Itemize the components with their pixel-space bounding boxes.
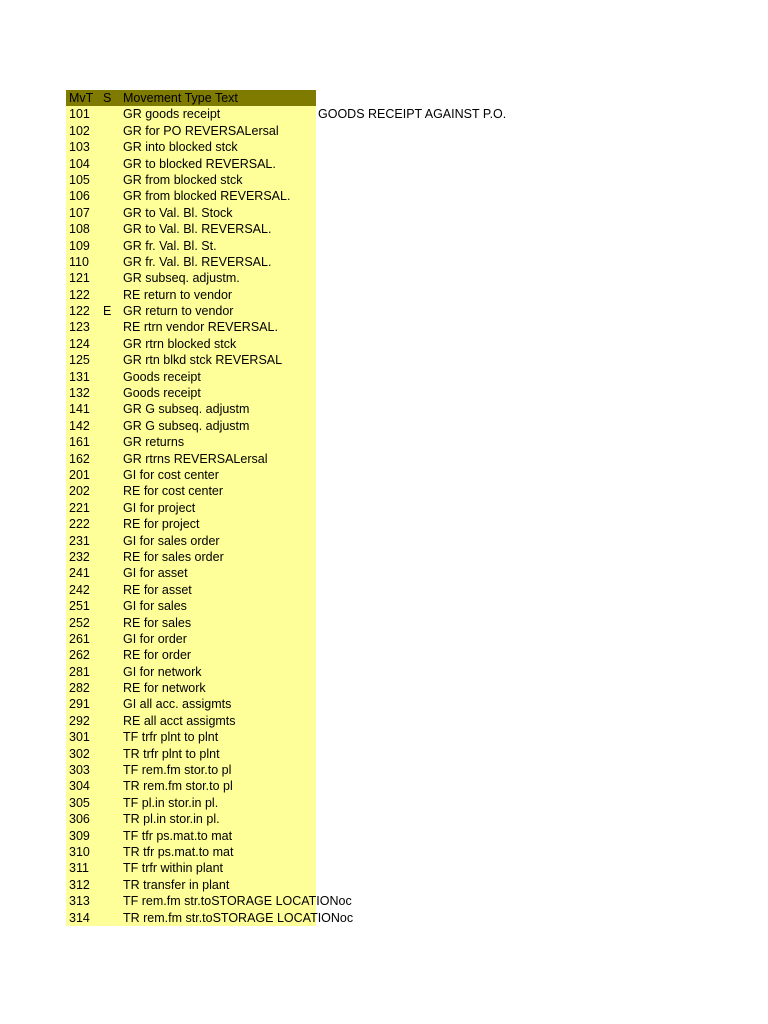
table-row — [66, 483, 316, 499]
table-row — [66, 664, 316, 680]
cell-mvt: 123 — [66, 319, 100, 335]
cell-s: E — [100, 303, 120, 319]
cell-mvt: 303 — [66, 762, 100, 778]
cell-s — [100, 156, 120, 172]
cell-s — [100, 533, 120, 549]
cell-movement-type-text — [120, 565, 316, 581]
cell-movement-type-text — [120, 221, 316, 237]
cell-text-label: GR G subseq. adjustm — [123, 402, 250, 417]
cell-s — [100, 762, 120, 778]
cell-text-label: GR to blocked REVERSAL. — [123, 156, 276, 171]
table-row — [66, 647, 316, 663]
table-row — [66, 860, 316, 876]
cell-text-label: RE for project — [123, 517, 200, 532]
cell-movement-type-text — [120, 287, 316, 303]
cell-s — [100, 696, 120, 712]
cell-s — [100, 336, 120, 352]
cell-mvt: 292 — [66, 713, 100, 729]
cell-movement-type-text — [120, 647, 316, 663]
cell-s — [100, 270, 120, 286]
cell-s — [100, 500, 120, 516]
cell-text-label: TF trfr plnt to plnt — [123, 730, 219, 745]
table-row — [66, 631, 316, 647]
cell-text-label: GR rtn blkd stck REVERSAL — [123, 353, 283, 368]
cell-s — [100, 795, 120, 811]
cell-s — [100, 434, 120, 450]
cell-s — [100, 287, 120, 303]
table-row — [66, 287, 316, 303]
cell-movement-type-text — [120, 664, 316, 680]
cell-mvt: 242 — [66, 582, 100, 598]
cell-s — [100, 369, 120, 385]
cell-s — [100, 238, 120, 254]
cell-movement-type-text — [120, 483, 316, 499]
table-row — [66, 910, 354, 926]
cell-mvt: 282 — [66, 680, 100, 696]
cell-text-label: GI for sales order — [123, 533, 220, 548]
cell-s — [100, 598, 120, 614]
cell-text-label: RE for sales — [123, 615, 192, 630]
cell-mvt: 162 — [66, 451, 100, 467]
cell-text-label: TR rem.fm str.toSTORAGE LOCATIONoc — [123, 910, 354, 925]
cell-movement-type-text — [120, 762, 316, 778]
table-row — [66, 893, 352, 909]
cell-text-label: RE for asset — [123, 582, 192, 597]
cell-text-label: GI for sales — [123, 599, 187, 614]
cell-s — [100, 352, 120, 368]
cell-mvt: 232 — [66, 549, 100, 565]
table-row — [66, 795, 316, 811]
cell-text-label: TF pl.in stor.in pl. — [123, 795, 219, 810]
cell-s — [100, 746, 120, 762]
header-mvt: MvT — [66, 90, 100, 106]
cell-movement-type-text — [120, 123, 316, 139]
cell-text-label: RE for order — [123, 648, 192, 663]
cell-movement-type-text — [120, 451, 316, 467]
cell-mvt: 101 — [66, 106, 100, 122]
cell-s — [100, 664, 120, 680]
cell-movement-type-text — [120, 139, 316, 155]
cell-mvt: 301 — [66, 729, 100, 745]
cell-movement-type-text — [120, 156, 316, 172]
cell-s — [100, 729, 120, 745]
cell-text-label: GI for order — [123, 631, 187, 646]
cell-s — [100, 467, 120, 483]
cell-mvt: 231 — [66, 533, 100, 549]
cell-s — [100, 319, 120, 335]
cell-mvt: 108 — [66, 221, 100, 237]
cell-mvt: 281 — [66, 664, 100, 680]
cell-movement-type-text — [120, 254, 316, 270]
table-row — [66, 238, 316, 254]
table-row — [66, 828, 316, 844]
cell-text-label: GI for project — [123, 500, 196, 515]
cell-mvt: 122 — [66, 303, 100, 319]
cell-mvt: 142 — [66, 418, 100, 434]
table-row — [66, 418, 316, 434]
cell-s — [100, 516, 120, 532]
cell-mvt: 125 — [66, 352, 100, 368]
table-row — [66, 467, 316, 483]
cell-mvt: 202 — [66, 483, 100, 499]
cell-mvt: 306 — [66, 811, 100, 827]
cell-movement-type-text — [120, 385, 316, 401]
cell-mvt: 302 — [66, 746, 100, 762]
table-row — [66, 729, 316, 745]
cell-movement-type-text — [120, 811, 316, 827]
cell-text-label: RE all acct assigmts — [123, 713, 236, 728]
cell-mvt: 311 — [66, 860, 100, 876]
table-row — [66, 549, 316, 565]
note-goods-receipt: GOODS RECEIPT AGAINST P.O. — [318, 107, 507, 122]
cell-text-label: GR to Val. Bl. Stock — [123, 205, 233, 220]
cell-text-label: GI for network — [123, 664, 202, 679]
cell-movement-type-text — [120, 696, 316, 712]
cell-text-label: TR rem.fm stor.to pl — [123, 779, 233, 794]
cell-movement-type-text — [120, 549, 316, 565]
table-row — [66, 205, 316, 221]
cell-mvt: 222 — [66, 516, 100, 532]
table-row — [66, 582, 316, 598]
cell-text-label: RE return to vendor — [123, 287, 233, 302]
cell-s — [100, 139, 120, 155]
table-row — [66, 877, 316, 893]
table-row — [66, 123, 316, 139]
cell-movement-type-text — [120, 205, 316, 221]
cell-s — [100, 123, 120, 139]
cell-mvt: 241 — [66, 565, 100, 581]
cell-movement-type-text — [120, 106, 316, 122]
cell-mvt: 161 — [66, 434, 100, 450]
cell-text-label: RE for sales order — [123, 549, 224, 564]
cell-movement-type-text — [120, 729, 316, 745]
cell-movement-type-text — [120, 893, 352, 909]
cell-movement-type-text — [120, 238, 316, 254]
cell-s — [100, 860, 120, 876]
movement-type-table — [66, 90, 354, 926]
cell-s — [100, 385, 120, 401]
cell-mvt: 121 — [66, 270, 100, 286]
cell-text-label: GR G subseq. adjustm — [123, 418, 250, 433]
cell-s — [100, 910, 120, 926]
table-row — [66, 369, 316, 385]
cell-mvt: 314 — [66, 910, 100, 926]
cell-movement-type-text — [120, 418, 316, 434]
cell-text-label: GR to Val. Bl. REVERSAL. — [123, 222, 272, 237]
table-row — [66, 500, 316, 516]
cell-text-label: RE for network — [123, 681, 206, 696]
cell-text-label: Goods receipt — [123, 386, 201, 401]
cell-text-label: GR into blocked stck — [123, 140, 238, 155]
cell-s — [100, 106, 120, 122]
cell-mvt: 110 — [66, 254, 100, 270]
cell-movement-type-text — [120, 401, 316, 417]
table-row — [66, 844, 316, 860]
table-row — [66, 319, 316, 335]
table-row — [66, 221, 316, 237]
cell-text-label: TF rem.fm str.toSTORAGE LOCATIONoc — [123, 894, 352, 909]
cell-text-label: TF rem.fm stor.to pl — [123, 763, 232, 778]
table-row — [66, 811, 316, 827]
table-row — [66, 139, 316, 155]
cell-movement-type-text — [120, 860, 316, 876]
table-row — [66, 156, 316, 172]
cell-s — [100, 254, 120, 270]
cell-movement-type-text — [120, 270, 316, 286]
table-row — [66, 401, 316, 417]
table-header-row — [66, 90, 316, 106]
table-row — [66, 188, 316, 204]
cell-mvt: 291 — [66, 696, 100, 712]
cell-movement-type-text — [120, 795, 316, 811]
cell-mvt: 124 — [66, 336, 100, 352]
cell-s — [100, 811, 120, 827]
cell-mvt: 109 — [66, 238, 100, 254]
header-movement-type-text: Movement Type Text — [120, 90, 316, 106]
cell-s — [100, 172, 120, 188]
cell-s — [100, 582, 120, 598]
cell-s — [100, 401, 120, 417]
cell-movement-type-text — [120, 778, 316, 794]
cell-text-label: GR returns — [123, 435, 185, 450]
cell-text-label: GI for asset — [123, 566, 188, 581]
cell-movement-type-text — [120, 713, 316, 729]
cell-mvt: 104 — [66, 156, 100, 172]
cell-movement-type-text — [120, 844, 316, 860]
cell-text-label: GI all acc. assigmts — [123, 697, 232, 712]
cell-mvt: 122 — [66, 287, 100, 303]
table-row — [66, 598, 316, 614]
cell-s — [100, 549, 120, 565]
cell-movement-type-text — [120, 336, 316, 352]
cell-s — [100, 615, 120, 631]
cell-movement-type-text — [120, 352, 316, 368]
cell-movement-type-text — [120, 500, 316, 516]
table-row — [66, 746, 316, 762]
cell-movement-type-text — [120, 467, 316, 483]
cell-text-label: GR subseq. adjustm. — [123, 271, 240, 286]
table-row — [66, 713, 316, 729]
cell-movement-type-text — [120, 877, 316, 893]
cell-text-label: GR rtrn blocked stck — [123, 336, 237, 351]
cell-text-label: GR return to vendor — [123, 304, 234, 319]
table-row — [66, 303, 316, 319]
cell-mvt: 201 — [66, 467, 100, 483]
table-row — [66, 434, 316, 450]
cell-movement-type-text — [120, 680, 316, 696]
cell-text-label: GR fr. Val. Bl. St. — [123, 238, 217, 253]
cell-s — [100, 778, 120, 794]
cell-movement-type-text — [120, 615, 316, 631]
cell-movement-type-text — [120, 582, 316, 598]
cell-text-label: TF trfr within plant — [123, 861, 224, 876]
cell-text-label: TR tfr ps.mat.to mat — [123, 844, 234, 859]
cell-mvt: 107 — [66, 205, 100, 221]
cell-mvt: 309 — [66, 828, 100, 844]
cell-text-label: GR from blocked REVERSAL. — [123, 189, 291, 204]
cell-s — [100, 893, 120, 909]
cell-movement-type-text — [120, 369, 316, 385]
cell-text-label: TF tfr ps.mat.to mat — [123, 828, 233, 843]
cell-s — [100, 221, 120, 237]
cell-s — [100, 565, 120, 581]
cell-mvt: 305 — [66, 795, 100, 811]
table-row — [66, 680, 316, 696]
cell-s — [100, 844, 120, 860]
cell-text-label: RE for cost center — [123, 484, 224, 499]
cell-mvt: 132 — [66, 385, 100, 401]
cell-text-label: GR fr. Val. Bl. REVERSAL. — [123, 254, 272, 269]
cell-mvt: 221 — [66, 500, 100, 516]
table-row — [66, 696, 316, 712]
cell-s — [100, 631, 120, 647]
cell-mvt: 251 — [66, 598, 100, 614]
cell-movement-type-text — [120, 303, 316, 319]
cell-mvt: 310 — [66, 844, 100, 860]
cell-s — [100, 828, 120, 844]
cell-movement-type-text — [120, 434, 316, 450]
cell-s — [100, 713, 120, 729]
cell-movement-type-text — [120, 188, 316, 204]
cell-s — [100, 877, 120, 893]
cell-movement-type-text — [120, 516, 316, 532]
cell-s — [100, 483, 120, 499]
cell-mvt: 103 — [66, 139, 100, 155]
cell-s — [100, 680, 120, 696]
cell-text-label: GI for cost center — [123, 467, 219, 482]
cell-mvt: 304 — [66, 778, 100, 794]
table-row — [66, 762, 316, 778]
cell-movement-type-text — [120, 172, 316, 188]
table-row — [66, 106, 316, 122]
cell-text-label: GR for PO REVERSALersal — [123, 123, 279, 138]
table-row — [66, 533, 316, 549]
cell-mvt: 313 — [66, 893, 100, 909]
cell-text-label: GR goods receipt — [123, 107, 221, 122]
cell-movement-type-text — [120, 598, 316, 614]
cell-mvt: 106 — [66, 188, 100, 204]
cell-movement-type-text — [120, 910, 354, 926]
table-row — [66, 615, 316, 631]
table-row — [66, 778, 316, 794]
table-row — [66, 172, 316, 188]
cell-mvt: 131 — [66, 369, 100, 385]
cell-movement-type-text — [120, 746, 316, 762]
cell-s — [100, 205, 120, 221]
cell-movement-type-text — [120, 319, 316, 335]
table-row — [66, 254, 316, 270]
cell-movement-type-text — [120, 631, 316, 647]
cell-movement-type-text — [120, 533, 316, 549]
table-row — [66, 336, 316, 352]
cell-movement-type-text — [120, 828, 316, 844]
table-row — [66, 385, 316, 401]
cell-text-label: TR trfr plnt to plnt — [123, 746, 220, 761]
table-row — [66, 516, 316, 532]
table-body — [66, 106, 354, 926]
cell-s — [100, 418, 120, 434]
cell-mvt: 102 — [66, 123, 100, 139]
table-row — [66, 270, 316, 286]
cell-mvt: 105 — [66, 172, 100, 188]
cell-mvt: 262 — [66, 647, 100, 663]
table-row — [66, 352, 316, 368]
table-row — [66, 451, 316, 467]
cell-mvt: 261 — [66, 631, 100, 647]
cell-s — [100, 647, 120, 663]
cell-s — [100, 451, 120, 467]
cell-mvt: 252 — [66, 615, 100, 631]
cell-text-label: GR from blocked stck — [123, 172, 243, 187]
header-s: S — [100, 90, 120, 106]
cell-mvt: 312 — [66, 877, 100, 893]
cell-text-label: RE rtrn vendor REVERSAL. — [123, 320, 278, 335]
cell-text-label: Goods receipt — [123, 369, 201, 384]
table-row — [66, 565, 316, 581]
cell-text-label: GR rtrns REVERSALersal — [123, 451, 268, 466]
cell-mvt: 141 — [66, 401, 100, 417]
cell-text-label: TR transfer in plant — [123, 877, 230, 892]
cell-s — [100, 188, 120, 204]
cell-text-label: TR pl.in stor.in pl. — [123, 812, 220, 827]
